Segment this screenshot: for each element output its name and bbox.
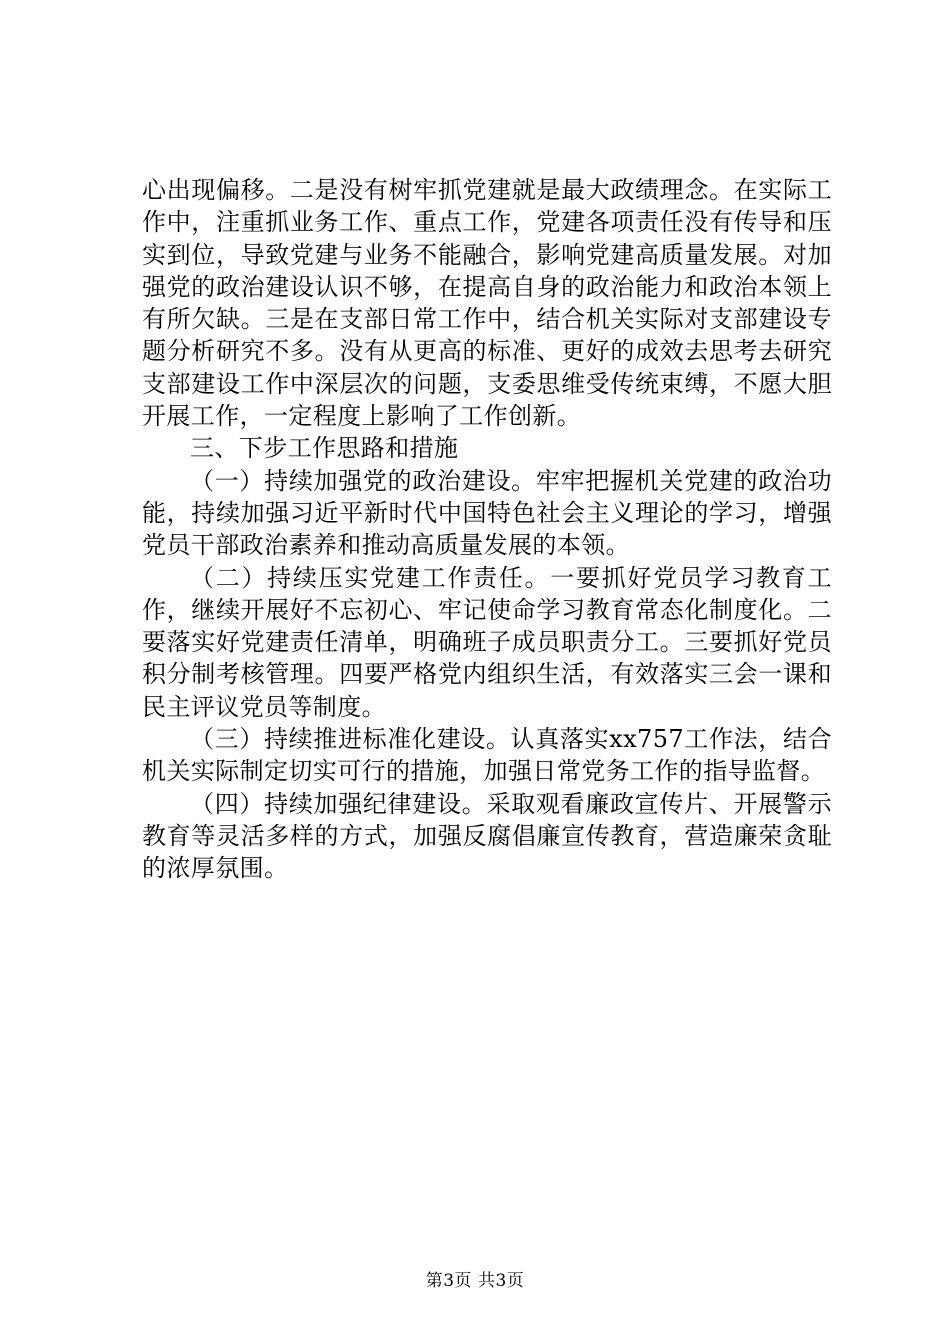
section-heading: 三、下步工作思路和措施 <box>190 434 459 463</box>
measure-paragraph-4: （四）持续加强纪律建设。采取观看廉政宣传片、开展警示教育等灵活多样的方式，加强反腐倡廉宣传教育，营造廉荣贪耻的浓厚氛围。 <box>142 789 832 883</box>
measure-paragraph-3: （三）持续推进标准化建设。认真落实xx757工作法，结合机关实际制定切实可行的措施，加强日常党务工作的指导监督。 <box>142 725 832 786</box>
measure-paragraph-1: （一）持续加强党的政治建设。牢牢把握机关党建的政治功能，持续加强习近平新时代中国特色社会主义理论的学习，增强党员干部政治素养和推动高质量发展的本领。 <box>142 466 832 560</box>
page-number-footer: 第3页 共3页 <box>425 1271 525 1291</box>
document-body <box>142 174 832 885</box>
measure-paragraph-2: （二）持续压实党建工作责任。一要抓好党员学习教育工作，继续开展好不忘初心、牢记使命学习教育常态化制度化。二要落实好党建责任清单，明确班子成员职责分工。三要抓好党员积分制考核管理。四要严格党内组织生活，有效落实三会一课和民主评议党员等制度。 <box>142 563 832 721</box>
continuation-paragraph: 心出现偏移。二是没有树牢抓党建就是最大政绩理念。在实际工作中，注重抓业务工作、重点工作，党建各项责任没有传导和压实到位，导致党建与业务不能融合，影响党建高质量发展。对加强党的政治建设认识不够，在提高自身的政治能力和政治本领上有所欠缺。三是在支部日常工作中，结合机关实际对支部建设专题分析研究不多。没有从更高的标准、更好的成效去思考去研究支部建设工作中深层次的问题，支委思维受传统束缚，不愿大胆开展工作，一定程度上影响了工作创新。 <box>142 176 832 431</box>
